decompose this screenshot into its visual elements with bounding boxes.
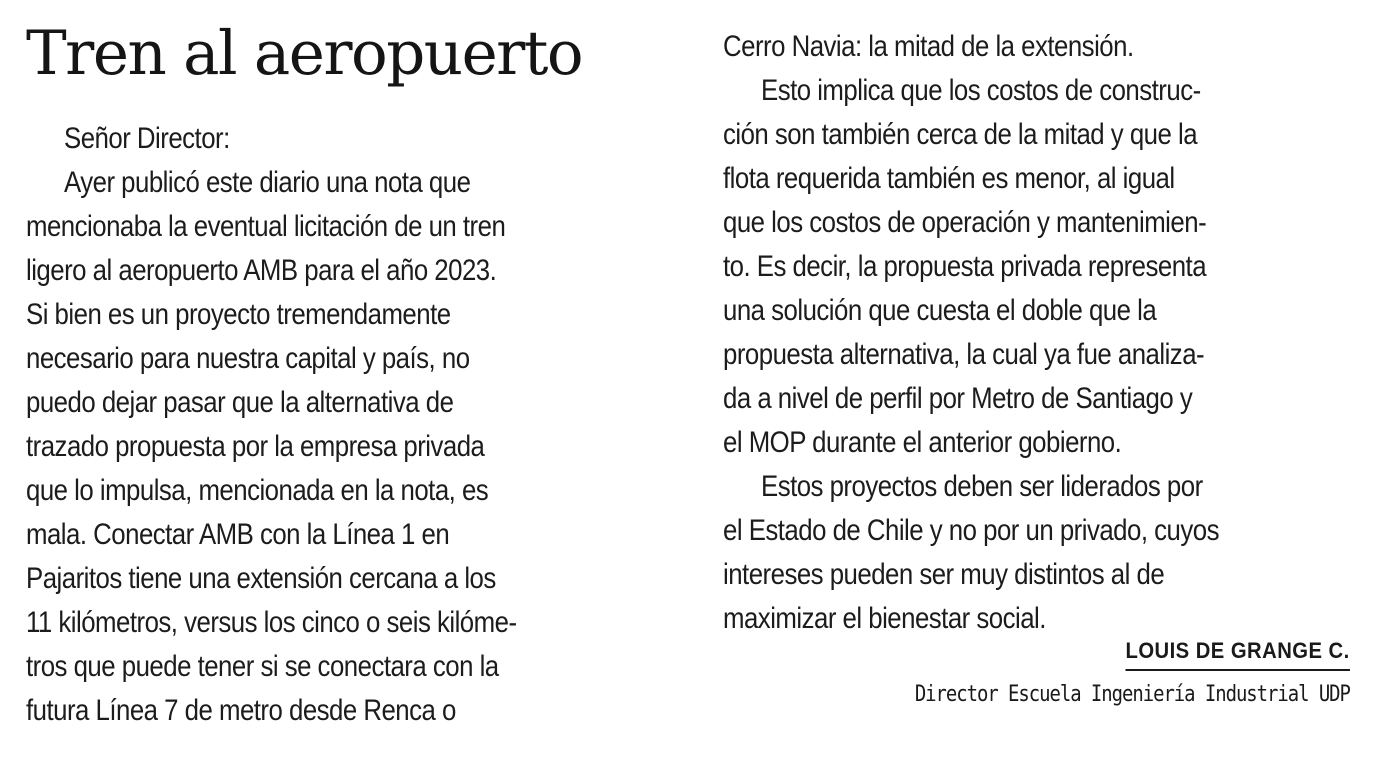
body-line: ción son también cerca de la mitad y que la [723, 118, 1198, 151]
body-line: que lo impulsa, mencionada en la nota, es [26, 474, 489, 507]
body-line: da a nivel de perfil por Metro de Santiago y [723, 382, 1193, 415]
body-line: to. Es decir, la propuesta privada representa [723, 250, 1207, 283]
body-line: mencionaba la eventual licitación de un tren [26, 210, 506, 243]
body-line: Estos proyectos deben ser liderados por [761, 470, 1203, 503]
body-line: Pajaritos tiene una extensión cercana a los [26, 562, 496, 595]
body-line: futura Línea 7 de metro desde Renca o [26, 694, 456, 727]
body-line: Si bien es un proyecto tremendamente [26, 298, 451, 331]
author-name: LOUIS DE GRANGE C. [1126, 633, 1350, 671]
body-line: una solución que cuesta el doble que la [723, 294, 1157, 327]
body-line: intereses pueden ser muy distintos al de [723, 558, 1165, 591]
body-line: mala. Conectar AMB con la Línea 1 en [26, 518, 450, 551]
body-line: trazado propuesta por la empresa privada [26, 430, 485, 463]
salutation: Señor Director: [64, 122, 230, 155]
body-line: el Estado de Chile y no por un privado, cuyos [723, 514, 1219, 547]
body-line: 11 kilómetros, versus los cinco o seis kilóme- [26, 606, 517, 639]
body-line: necesario para nuestra capital y país, no [26, 342, 470, 375]
body-line: propuesta alternativa, la cual ya fue analiza- [723, 338, 1205, 371]
body-line: Ayer publicó este diario una nota que [64, 166, 471, 199]
body-line: puedo dejar pasar que la alternativa de [26, 386, 454, 419]
body-line: el MOP durante el anterior gobierno. [723, 426, 1122, 459]
body-line: flota requerida también es menor, al igual [723, 162, 1175, 195]
body-line: tros que puede tener si se conectara con la [26, 650, 499, 683]
body-line: Esto implica que los costos de construc- [761, 74, 1201, 107]
body-line: maximizar el bienestar social. [723, 602, 1046, 635]
body-line: que los costos de operación y mantenimien- [723, 206, 1207, 239]
body-line: ligero al aeropuerto AMB para el año 2023. [26, 254, 497, 287]
body-line: Cerro Navia: la mitad de la extensión. [723, 30, 1134, 63]
headline: Tren al aeropuerto [26, 18, 583, 89]
author-affiliation: Director Escuela Ingeniería Industrial UDP [914, 682, 1350, 707]
